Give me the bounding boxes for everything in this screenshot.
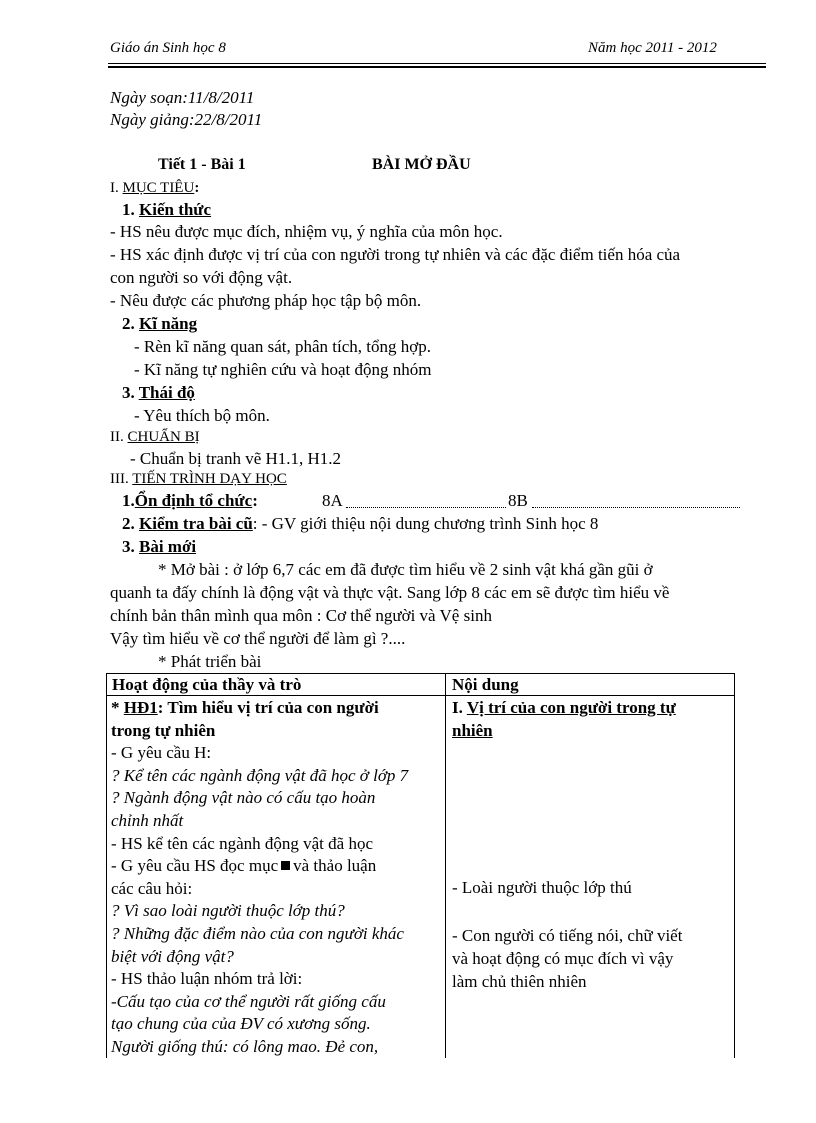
activity-line-part: - G yêu cầu HS đọc mục [111,856,279,876]
activity-line: - HS thảo luận nhóm trả lời: [111,969,303,989]
table-header-activities: Hoạt động của thầy và trò [112,675,302,694]
class-8a-blank [346,495,506,508]
content-item: - Con người có tiếng nói, chữ viết [452,926,683,945]
class-8b-label: 8B [508,491,528,510]
skills-num: 2. [122,314,135,333]
content-item: - Loài người thuộc lớp thú [452,878,632,897]
skills-item: - Rèn kĩ năng quan sát, phân tích, tổng hợp. [134,337,431,356]
class-organization [122,491,258,511]
new-lesson-heading [122,537,196,557]
content-item: và hoạt động có mục đích vì vậy [452,949,674,968]
activity-star: * [111,698,124,717]
check-title: Kiểm tra bài cũ [139,514,253,533]
section-procedure-heading [110,471,287,488]
skills-item: - Kĩ năng tự nghiên cứu và hoạt động nhóm [134,360,432,379]
knowledge-num: 1. [122,200,135,219]
org-num: 1. [122,491,135,510]
activity-line-part: và thảo luận [293,856,377,876]
section-title: CHUẨN BỊ [127,429,200,445]
old-lesson-check [122,514,598,534]
new-num: 3. [122,537,135,556]
activity-line: các câu hỏi: [111,878,193,898]
activity-answer: Người giống thú: có lông mao. Đẻ con, [111,1036,379,1056]
org-title: Ổn định tổ chức [134,491,253,510]
section-colon: : [194,180,200,196]
section-title: TIẾN TRÌNH DẠY HỌC [132,471,287,487]
content-title-text: Vị trí của con người trong tự [466,698,676,717]
table-border-right [734,673,735,1058]
lesson-number: Tiết 1 - Bài 1 [158,156,246,173]
content-title [452,697,676,742]
header-rule-thin [108,63,766,64]
activity-title-line2: trong tự nhiên [111,720,216,740]
knowledge-item: - Nêu được các phương pháp học tập bộ môn. [110,291,422,310]
square-bullet-icon [281,861,290,870]
activity-question: ? Kể tên các ngành động vật đã học ở lớp 7 [111,765,409,785]
header-right: Năm học 2011 - 2012 [588,40,717,56]
activity-title [111,697,408,720]
content-item: làm chủ thiên nhiên [452,972,587,991]
table-cell-activities [111,697,408,1059]
content-title-num: I. [452,698,463,717]
develop-heading: * Phát triển bài [158,652,262,671]
intro-line: quanh ta đấy chính là động vật và thực vật. Sang lớp 8 các em sẽ được tìm hiểu về [110,583,670,602]
date-prepared: Ngày soạn:11/8/2011 [110,88,255,107]
header-rule-thick [108,66,766,68]
attitude-heading [122,383,195,403]
activity-question: ? Ngành động vật nào có cấu tạo hoàn [111,788,376,808]
activity-question: chỉnh nhất [111,810,184,830]
section-roman: III. [110,471,129,487]
activity-question: ? Vì sao loài người thuộc lớp thú? [111,901,345,921]
intro-line: * Mở bài : ở lớp 6,7 các em đã được tìm hiểu về 2 sinh vật khá gần gũi ở [158,560,653,579]
new-title: Bài mới [139,537,197,556]
org-colon: : [252,491,258,510]
intro-line: chính bản thân mình qua môn : Cơ thể người và Vệ sinh [110,606,492,625]
attitude-num: 3. [122,383,135,402]
knowledge-item: - HS xác định được vị trí của con người trong tự nhiên và các đặc điểm tiến hóa của [110,245,681,264]
section-objectives-heading [110,180,199,197]
skills-title: Kĩ năng [139,314,198,333]
intro-line: Vậy tìm hiểu về cơ thể người để làm gì ?.... [110,629,406,648]
class-8a-label: 8A [322,491,343,510]
activity-line: - HS kể tên các ngành động vật đã học [111,833,373,853]
activity-title-text: : Tìm hiểu vị trí của con người [157,698,379,717]
section-roman: II. [110,429,124,445]
attitude-title: Thái độ [138,383,195,402]
knowledge-heading [122,200,211,220]
date-taught: Ngày giảng:22/8/2011 [110,110,263,129]
table-border-left [106,673,107,1058]
lesson-title: BÀI MỞ ĐẦU [372,156,471,173]
activity-answer: tạo chung của của ĐV có xương sống. [111,1014,371,1034]
content-title-line2: nhiên [452,720,493,740]
table-header-divider [106,695,735,696]
knowledge-item: con người so với động vật. [110,268,293,287]
check-text: : - GV giới thiệu nội dung chương trình Sinh học 8 [252,514,599,533]
activity-line [111,855,408,878]
header-left: Giáo án Sinh học 8 [110,40,226,56]
activity-line: - G yêu cầu H: [111,743,212,763]
knowledge-item: - HS nêu được mục đích, nhiệm vụ, ý nghĩa của môn học. [110,222,503,241]
knowledge-title: Kiến thức [139,200,212,219]
preparation-item: - Chuẩn bị tranh vẽ H1.1, H1.2 [130,449,342,468]
activity-answer: -Cấu tạo của cơ thể người rất giống cấu [111,991,386,1011]
table-header-content: Nội dung [452,675,519,694]
table-border-top [106,673,735,674]
section-title: MỤC TIÊU [122,180,195,196]
activity-label: HĐ1 [123,698,158,717]
section-preparation-heading [110,429,200,446]
class-8b-blank [532,495,740,508]
check-num: 2. [122,514,135,533]
attitude-item: - Yêu thích bộ môn. [134,406,270,425]
section-roman: I. [110,180,119,196]
activity-question: biệt với động vật? [111,946,234,966]
table-column-divider [445,673,446,1058]
skills-heading [122,314,197,334]
activity-question: ? Những đặc điểm nào của con người khác [111,923,404,943]
